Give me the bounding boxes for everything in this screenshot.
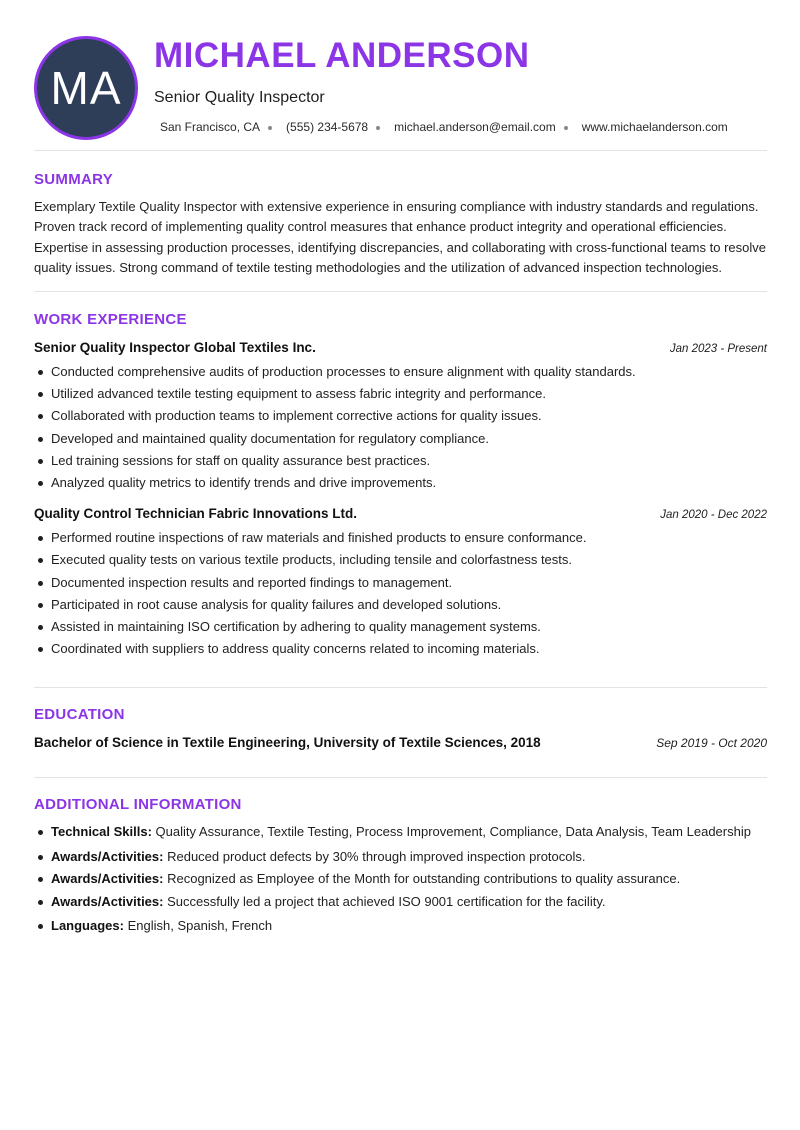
list-item: Executed quality tests on various textile products, including tensile and colorfastness tests. [34, 549, 767, 571]
bullet-separator-icon [268, 126, 272, 130]
education-degree: Bachelor of Science in Textile Engineering, University of Textile Sciences, 2018 [34, 735, 541, 750]
info-text: English, Spanish, French [127, 918, 273, 934]
candidate-name: MICHAEL ANDERSON [154, 36, 530, 75]
list-item: Collaborated with production teams to implement corrective actions for quality issues. [34, 405, 767, 427]
contact-email[interactable]: michael.anderson@email.com [394, 120, 556, 134]
bullet-separator-icon [564, 126, 568, 130]
job-entry [34, 340, 767, 494]
list-item [34, 891, 767, 914]
list-item: Developed and maintained quality documentation for regulatory compliance. [34, 428, 767, 450]
contact-info [160, 120, 728, 134]
list-item: Conducted comprehensive audits of production processes to ensure alignment with quality standards. [34, 361, 767, 383]
education-entry [34, 735, 767, 750]
list-item: Participated in root cause analysis for quality failures and developed solutions. [34, 594, 767, 616]
list-item: Documented inspection results and reported findings to management. [34, 572, 767, 594]
avatar [34, 36, 138, 140]
additional-info-heading: ADDITIONAL INFORMATION [34, 796, 242, 813]
list-item: Assisted in maintaining ISO certification by adhering to quality management systems. [34, 616, 767, 638]
candidate-title: Senior Quality Inspector [154, 89, 325, 106]
job-dates: Jan 2023 - Present [669, 343, 767, 355]
contact-website[interactable]: www.michaelanderson.com [581, 120, 728, 134]
list-item: Coordinated with suppliers to address quality concerns related to incoming materials. [34, 638, 767, 660]
info-text: Reduced product defects by 30% through improved inspection protocols. [167, 848, 586, 864]
job-role: Senior Quality Inspector Global Textiles Inc. [34, 340, 316, 355]
job-header [34, 340, 767, 355]
job-header [34, 506, 767, 521]
info-text: Quality Assurance, Textile Testing, Process Improvement, Compliance, Data Analysis, Team Leadership [155, 824, 751, 839]
job-bullets [34, 527, 767, 660]
list-item: Led training sessions for staff on quality assurance best practices. [34, 450, 767, 472]
info-text: Successfully led a project that achieved ISO 9001 certification for the facility. [167, 893, 606, 909]
list-item [34, 868, 767, 891]
contact-phone: (555) 234-5678 [286, 120, 369, 134]
work-experience-section [34, 292, 767, 688]
additional-info-section [34, 778, 767, 938]
info-text: Recognized as Employee of the Month for outstanding contributions to quality assurance. [167, 871, 681, 887]
bullet-separator-icon [376, 126, 380, 130]
list-item [34, 821, 767, 844]
job-bullets [34, 361, 767, 494]
list-item: Analyzed quality metrics to identify trends and drive improvements. [34, 472, 767, 494]
summary-heading: SUMMARY [34, 171, 114, 188]
list-item [34, 846, 767, 869]
work-experience-heading: WORK EXPERIENCE [34, 311, 187, 328]
summary-section [34, 151, 767, 292]
contact-location: San Francisco, CA [160, 120, 261, 134]
additional-info-list [34, 821, 767, 938]
info-label: Awards/Activities: [51, 893, 164, 909]
list-item: Performed routine inspections of raw materials and finished products to ensure conformance. [34, 527, 767, 549]
job-role: Quality Control Technician Fabric Innovations Ltd. [34, 506, 358, 522]
education-section [34, 688, 767, 778]
info-label: Awards/Activities: [51, 848, 164, 864]
education-dates: Sep 2019 - Oct 2020 [656, 736, 767, 750]
job-entry [34, 506, 767, 660]
list-item [34, 915, 767, 938]
resume-header [34, 0, 767, 151]
info-label: Technical Skills: [51, 824, 152, 839]
avatar-initials: MA [50, 62, 122, 114]
list-item: Utilized advanced textile testing equipment to assess fabric integrity and performance. [34, 383, 767, 405]
resume-page [34, 0, 767, 938]
job-dates: Jan 2020 - Dec 2022 [660, 509, 767, 522]
info-label: Languages: [51, 918, 124, 934]
education-heading: EDUCATION [34, 706, 125, 723]
summary-text: Exemplary Textile Quality Inspector with extensive experience in ensuring compliance with industry standards and regulations. Proven track record of implementing quality control measures that enhance product integrity and operational efficiencies. Expertise in assessing production processes, identifying discrepancies, and collaborating with cross-functional teams to resolve quality issues. Strong command of textile testing methodologies and the utilization of advanced inspection technologies. [34, 199, 766, 275]
info-label: Awards/Activities: [51, 871, 164, 887]
